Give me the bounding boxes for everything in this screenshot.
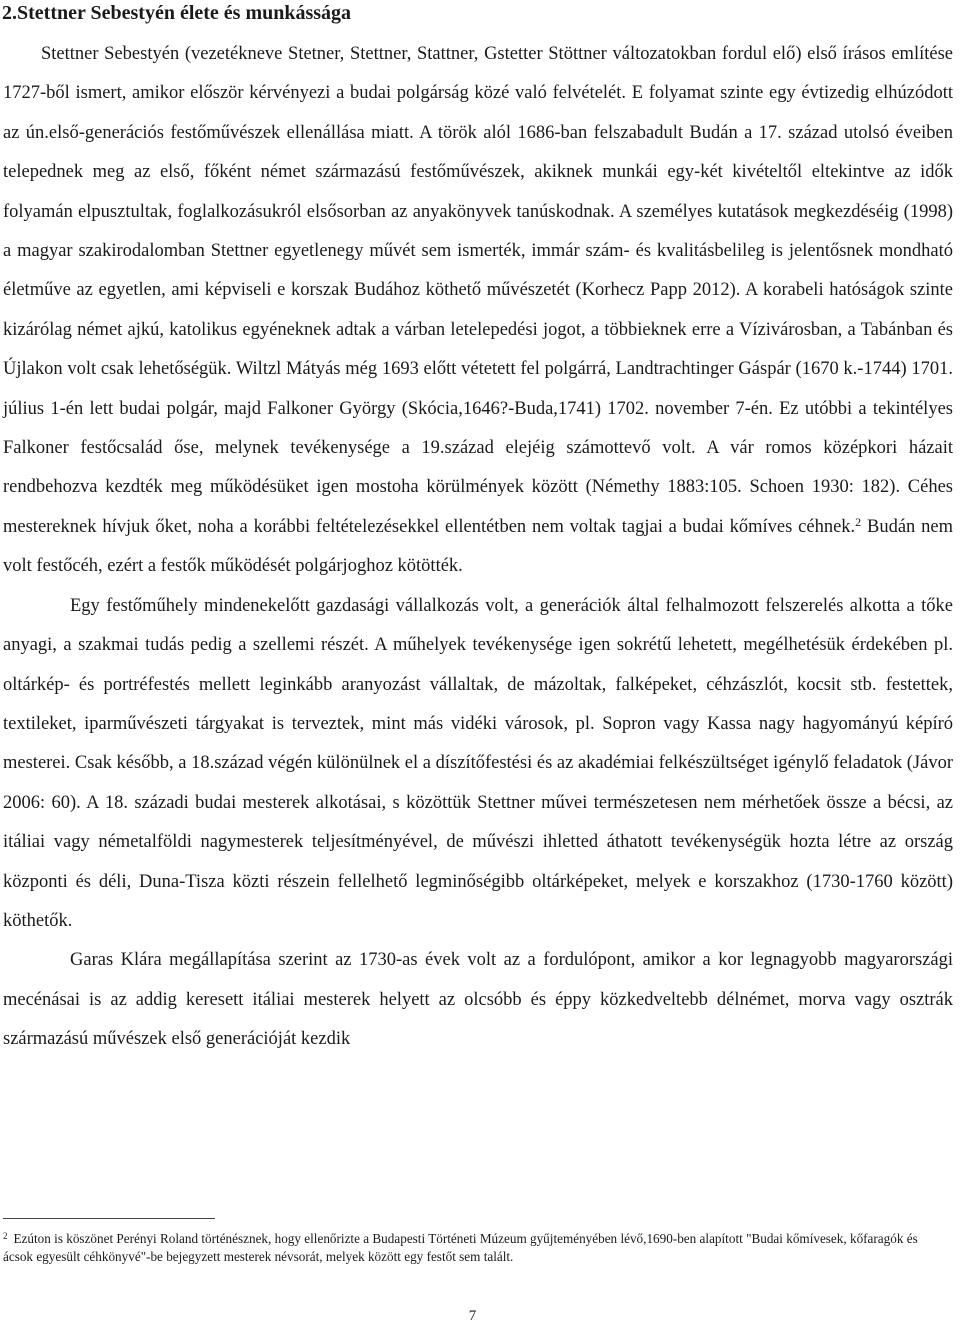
section-heading: 2.Stettner Sebestyén élete és munkássága	[2, 2, 352, 24]
paragraph-1	[3, 35, 953, 587]
page-number: 7	[468, 1308, 477, 1324]
paragraph-1-text: Stettner Sebestyén (vezetékneve Stetner, Stettner, Stattner, Gstetter Stöttner változatokban fordul elő) első írásos említése 1727-ből ismert, amikor először kérvényezi a budai polgárság közé való felvételét. E folyamat szinte egy évtizedig elhúzódott az ún.első-generációs festőművészek ellenállása miatt. A török alól 1686-ban felszabadult Budán a 17. század utolsó éveiben telepednek meg az első, főként német származású festőművészek, akiknek munkái egy-két kivételtől eltekintve az idők folyamán elpusztultak, foglalkozásukról elsősorban az anyakönyvek tanúskodnak. A személyes kutatások megkezdéséig (1998) a magyar szakirodalomban Stettner egyetlenegy művét sem ismerték, immár szám- és kvalitásbelileg is jelentősnek mondható életműve az egyetlen, ami képviseli e korszak Budához köthető művészetét (Korhecz Papp 2012). A korabeli hatóságok szinte kizárólag német ajkú, katolikus egyéneknek adtak a várban letelepedési jogot, a többieknek erre a Vízivárosban, a Tabánban és Újlakon volt csak lehetőségük. Wiltzl Mátyás még 1693 előtt vétetett fel polgárrá, Landtrachtinger Gáspár (1670 k.-1744) 1701. július 1-én lett budai polgár, majd Falkoner György (Skócia,1646?-Buda,1741) 1702. november 7-én. Ez utóbbi a tekintélyes Falkoner festőcsalád őse, melynek tevékenysége a 19.század elejéig számottevő volt. A vár romos középkori házait rendbehozva kezdték meg működésüket igen mostoha körülmények között (Némethy 1883:105. Schoen 1930: 182). Céhes mestereknek hívjuk őket, noha a korábbi feltételezésekkel ellentétben nem voltak tagjai a budai kőmíves céhnek.	[3, 44, 953, 537]
paragraph-3: Garas Klára megállapítása szerint az 1730-as évek volt az a fordulópont, amikor a kor legnagyobb magyarországi mecénásai is az addig keresett itáliai mesterek helyett az olcsóbb és éppy közkedveltebb délnémet, morva vagy osztrák származású művészek első generációját kezdik	[3, 950, 953, 1050]
footnote-text: Ezúton is köszönet Perényi Roland történésznek, hogy ellenőrizte a Budapesti Történeti Múzeum gyűjteményében lévő,1690-ben alapított "Budai kőmívesek, kőfaragók és ácsok egyesült céhkönyvé"-be bejegyzett mesterek névsorát, melyek között egy festőt sem talált.	[3, 1231, 918, 1264]
footnote-reference[interactable]: 2	[855, 514, 862, 529]
footnote-number: 2	[3, 1231, 8, 1241]
body-text	[3, 35, 953, 1060]
footnote	[3, 1230, 948, 1266]
footnote-separator	[3, 1218, 215, 1219]
paragraph-2: Egy festőműhely mindenekelőtt gazdasági vállalkozás volt, a generációk által felhalmozott felszerelés alkotta a tőke anyagi, a szakmai tudás pedig a szellemi részét. A műhelyek tevékenysége igen sokrétű lehetett, megélhetésük érdekében pl. oltárkép- és portréfestés mellett leginkább aranyozást vállaltak, de mázoltak, falképeket, céhzászlót, kocsit stb. festettek, textileket, iparművészeti tárgyakat is terveztek, mint más vidéki városok, pl. Sopron vagy Kassa nagy hagyományú képíró mesterei. Csak később, a 18.század végén különülnek el a díszítőfestési és az akadémiai felkészültséget igénylő feladatok (Jávor 2006: 60). A 18. századi budai mesterek alkotásai, s közöttük Stettner művei természetesen nem mérhetőek össze a bécsi, az itáliai vagy németalföldi nagymesterek teljesítményével, de művészi ihletted áthatott tevékenységük hozta létre az ország központi és déli, Duna-Tisza közti részein fellelhető legminőségibb oltárképeket, melyek e korszakhoz (1730-1760 között) köthetők.	[3, 595, 953, 931]
paragraph-1-continuation: Budán nem volt festőcéh, ezért a festők működését polgárjoghoz kötötték.	[3, 516, 953, 577]
